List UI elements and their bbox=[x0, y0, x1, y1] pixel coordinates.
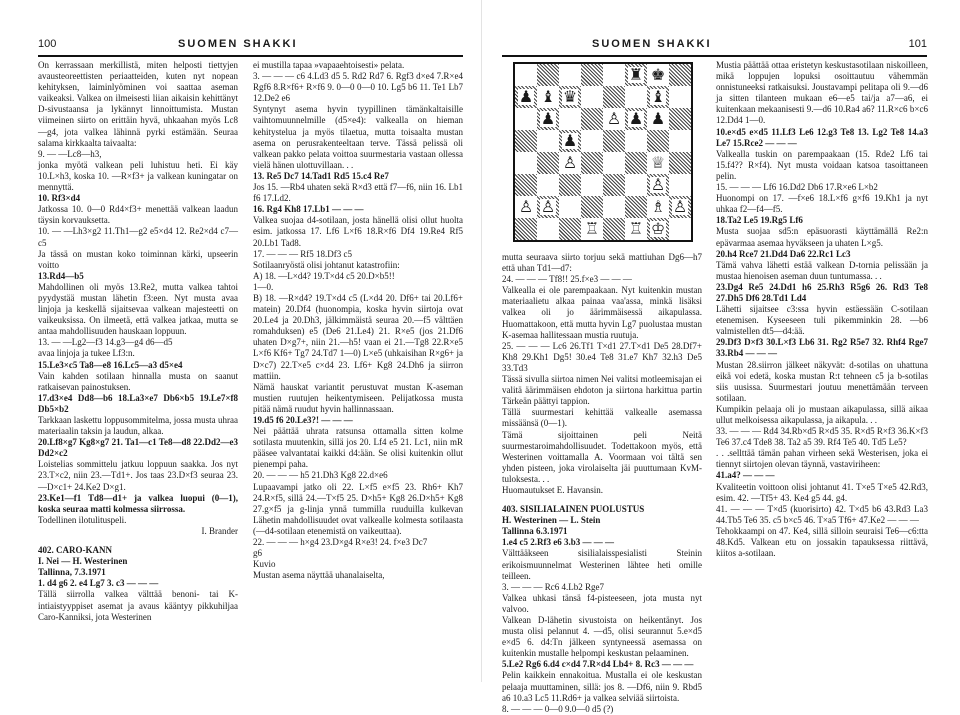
col1-paragraph: 17.d3×e4 Dd8—b6 18.La3×e7 Db6×b5 19.Le7×f8 Db5×b2 bbox=[38, 392, 238, 414]
col4-paragraph: Musta suojaa sd5:n epäsuorasti käyttämällä Re2:n epävarmaa asemaa hyväkseen ja uhaten L×g5. bbox=[716, 226, 928, 248]
col1-paragraph: 10. — —Lh3×g2 11.Th1—g2 e5×d4 12. Re2×d4 c7—c5 bbox=[38, 226, 238, 248]
chess-piece-icon: ♟ bbox=[628, 109, 644, 128]
board-square bbox=[603, 218, 625, 240]
col4-paragraph: Huonompi on 17. —f×e6 18.L×f6 g×f6 19.Kh1 ja nyt uhkaa f2—f4—f5. bbox=[716, 193, 928, 215]
col4-paragraph: 23.Dg4 Re5 24.Dd1 h6 25.Rh3 R5g6 26. Rd3 Te8 27.Dh5 Df6 28.Td1 Ld4 bbox=[716, 281, 928, 303]
col2-paragraph: ei mustilla tapaa »vapaaehtoisesti» pelata. bbox=[253, 60, 405, 70]
col3-paragraph: 8. — — — 0—0 9.0—0 d5 (?) bbox=[502, 703, 614, 714]
board-square bbox=[515, 108, 537, 130]
board-square bbox=[515, 218, 537, 240]
board-square bbox=[669, 196, 691, 218]
board-square bbox=[581, 108, 603, 130]
col4-paragraph: Kvaliteetin voittoon olisi johtanut 41. T×e5 T×e5 42.Rd3, esim. 42. —Tf5+ 43. Ke4 g5 44. g4. bbox=[716, 481, 928, 503]
board-square bbox=[515, 174, 537, 196]
col2-paragraph: Syntynyt asema hyvin tyypillinen tämänkaltaisille vaihtomuunnelmille (d5×e4): valkealla on hieman kehitystelua ja myös tilaetua, mutta toisaalta mustan asema on perusrakenteeltaan terve. Tässä pelissä oli valkean pakko pelata voittoa suurmestaria vastaan ollessa vielä hänen ulottuvillaan. . . bbox=[253, 104, 463, 170]
board-square bbox=[603, 196, 625, 218]
col3-paragraph: 3. — — — Rc6 4.Lb2 Rge7 bbox=[502, 581, 604, 592]
board-square bbox=[647, 64, 669, 86]
chess-piece-icon: ♕ bbox=[650, 153, 666, 172]
page-gutter bbox=[481, 0, 482, 682]
col2-paragraph: 13. Re5 Dc7 14.Tad1 Rd5 15.c4 Re7 bbox=[253, 170, 389, 181]
chess-piece-icon: ♛ bbox=[562, 87, 578, 106]
col2-paragraph: 20. — — — h5 21.Dh3 Kg8 22.d×e6 bbox=[253, 470, 388, 481]
col1-paragraph: 13.Rd4—b5 bbox=[38, 270, 84, 281]
col1-paragraph: avaa linjoja ja tukee Lf3:n. bbox=[38, 348, 135, 359]
col3-paragraph: 1.e4 c5 2.Rf3 e6 3.b3 — — — bbox=[502, 537, 614, 548]
chess-piece-icon: ♗ bbox=[650, 197, 666, 216]
board-square bbox=[537, 174, 559, 196]
chess-piece-icon: ♟ bbox=[562, 131, 578, 150]
col1-paragraph: 1. d4 g6 2. e4 Lg7 3. c3 — — — bbox=[38, 578, 159, 589]
board-square bbox=[603, 152, 625, 174]
col2-paragraph: B) 18. —R×d4? 19.T×d4 c5 (L×d4 20. Df6+ tai 20.Lf6+ matein) 20.Df4 (huonompia, koska hyvin siirtoja ovat 20.Le4 ja 20.Dh3, jälkimmäistä seuraa 20.—f5 välttäen romahduksen) e5 (De6 21.Le4) 21. R×e5 (jos 21.Df6 uhaten D×g7+, niin 21.—h5! vaan ei 21.—Tg8 22.R×e5 L×f6 Kf6+ Tg7 24.Td7 1—0) L×e5 (uhkaisihan R×g6+ ja D×c7) 22.T×e5 c×d4 23. Lf6+ Kg8 24.Dh6 ja siirron mattiin. bbox=[253, 292, 463, 381]
board-square bbox=[603, 130, 625, 152]
col3-paragraph: Valkean D-lähetin sivustoista on heikentänyt. Jos musta olisi pelannut 4. —d5, olisi seurannut 5.e×d5 e×d5 6. d4:Tn jälkeen syntyneessä asemassa on kuitenkin mustalle helpompi keskustan pelaaminen. bbox=[502, 615, 702, 659]
board-square bbox=[537, 152, 559, 174]
col3-paragraph: 403. SISILIALAINEN PUOLUSTUS bbox=[502, 504, 645, 515]
col1-paragraph: I. Nei — H. Westerinen bbox=[38, 556, 128, 567]
col2-paragraph: Nämä hauskat variantit perustuvat mustan K-aseman mustien ruutujen heikentymiseen. Pelijatkossa musta pitää nämä ruudut hyvin hallinnassaan. bbox=[253, 381, 463, 414]
col2-paragraph: 22. — — — h×g4 23.D×g4 R×e3! 24. f×e3 Dc7 bbox=[253, 537, 428, 548]
board-square bbox=[515, 130, 537, 152]
board-square bbox=[625, 218, 647, 240]
col3-paragraph: 5.Le2 Rg6 6.d4 c×d4 7.R×d4 Lb4+ 8. Rc3 — — — bbox=[502, 659, 694, 670]
board-square bbox=[581, 174, 603, 196]
col4-paragraph: 33. — — — Rd4 34.Rb×d5 R×d5 35. R×d5 R×f3 36.K×f3 Te6 37.c4 Tde8 38. Ta2 a5 39. Rf4 Te5 40. Td5 Le5? bbox=[716, 426, 928, 448]
col2-paragraph: 16. Rg4 Kh8 17.Lb1 — — — bbox=[253, 204, 364, 215]
col3-paragraph: H. Westerinen — L. Stein bbox=[502, 515, 601, 526]
board-square bbox=[669, 218, 691, 240]
col4-paragraph: Tehokkaampi on 47. Ke4, sillä silloin seuraisi Te6—c6:tta 48.Kd5. Valkean etu on jossakin tapauksessa riittävä, kiitos a-sotilaan. bbox=[716, 525, 928, 559]
board-square bbox=[647, 130, 669, 152]
col1-paragraph: Ja tässä on mustan koko toiminnan kärki, upseerin voitto bbox=[38, 248, 238, 270]
col2-paragraph: 19.d5 f6 20.Le3?! — — — bbox=[253, 415, 353, 425]
col2-paragraph: Valkea suojaa d4-sotilaan, josta hänellä olisi ollut huolta esim. jatkossa 17. Lf6 L×f6 18.R×f6 Df4 19.Re4 Rf5 20.Lb1 Tad8. bbox=[253, 215, 463, 248]
col4-paragraph: 41. — — — T×d5 (kuorisirto) 42. T×d5 b6 43.Rd3 La3 44.Tb5 Te6 35. c5 b×c5 46. T×a5 Tf6+ 47.Ke2 — — — bbox=[716, 503, 928, 525]
chess-piece-icon: ♟ bbox=[518, 87, 534, 106]
board-square bbox=[559, 108, 581, 130]
col2-paragraph: Kuvio bbox=[253, 559, 276, 570]
board-square bbox=[669, 64, 691, 86]
col1-paragraph: 10. Rf3×d4 bbox=[38, 193, 81, 204]
board-square bbox=[515, 196, 537, 218]
board-square bbox=[603, 174, 625, 196]
col3-paragraph: mutta seuraava siirto torjuu sekä mattiuhan Dg6—h7 että uhan Td1—d7: bbox=[502, 252, 702, 274]
board-square bbox=[559, 130, 581, 152]
chess-piece-icon: ♙ bbox=[650, 175, 666, 194]
col4-paragraph: 20.h4 Rce7 21.Dd4 Da6 22.Rc1 Lc3 bbox=[716, 248, 851, 259]
col1-paragraph: Jatkossa 10. 0—0 Rd4×f3+ menettää valkean laadun täysin korvauksetta. bbox=[38, 204, 238, 226]
chess-piece-icon: ♙ bbox=[606, 109, 622, 128]
board-square bbox=[581, 196, 603, 218]
board-square bbox=[537, 108, 559, 130]
board-square bbox=[669, 174, 691, 196]
board-square bbox=[559, 174, 581, 196]
col4-paragraph: Tämä vahva lähetti estää valkean D-tornia pelissään ja mustaa hienoisen aseman duun tuntumassa. . . bbox=[716, 259, 928, 281]
board-square bbox=[669, 86, 691, 108]
board-square bbox=[647, 196, 669, 218]
col1-paragraph: 402. CARO-KANN bbox=[38, 545, 112, 556]
col4-paragraph: Mustan 28.siirron jälkeet näkyvät: d-sotilas on uhattuna eikä voi edetä, koska mustan R:t tehneen c5 ja b-sotilas siis uusissa. Suurmestari joutuu menettämään terveen sotilaan. bbox=[716, 359, 928, 403]
page-number-right: 101 bbox=[908, 38, 927, 50]
col1-paragraph: Loistelias sommittelu jatkuu loppuun saakka. Jos nyt 23.T×c2, niin 23.—Td1+. Jos taas 23.D×f3 seuraa 23.—D×c1+ 24.Ke2 D×g1. bbox=[38, 459, 238, 492]
col1-paragraph: jonka myötä valkean peli luhistuu heti. Ei käy 10.L×h3, koska 10. —R×f3+ ja valkean kuningatar on mennyttä. bbox=[38, 159, 238, 193]
board-square bbox=[647, 152, 669, 174]
board-square bbox=[537, 86, 559, 108]
board-square bbox=[537, 130, 559, 152]
col1-paragraph: Vain kahden sotilaan hinnalla musta on saanut ratkaisevan painostuksen. bbox=[38, 370, 238, 392]
col1-paragraph: Tallinna, 7.3.1971 bbox=[38, 567, 106, 578]
col4-paragraph: Valkealla tuskin on parempaakaan (15. Rde2 Lf6 tai 15.f4?? R×f4). Nyt musta voidaan katsoa tasoittaneen pelin. bbox=[716, 148, 928, 181]
running-title-right: SUOMEN SHAKKI bbox=[592, 38, 712, 50]
board-square bbox=[581, 152, 603, 174]
board-square bbox=[581, 86, 603, 108]
col1-paragraph: 20.Lf8×g7 Kg8×g7 21. Ta1—c1 Te8—d8 22.Dd2—e3 Dd2×c2 bbox=[38, 437, 238, 459]
col2-paragraph: A) 18. —L×d4? 19.T×d4 c5 20.D×b5!! bbox=[253, 270, 395, 281]
col2-paragraph: Jos 15. —Rb4 uhaten sekä R×d3 että f7—f6, niin 16. Lb1 f6 17.Ld2. bbox=[253, 182, 463, 204]
chess-piece-icon: ♙ bbox=[518, 197, 534, 216]
col4-paragraph: 10.e×d5 e×d5 11.Lf3 Le6 12.g3 Te8 13. Lg2 Te8 14.a3 Le7 15.Rce2 — — — bbox=[716, 126, 928, 148]
col4-paragraph: 41.a4? — — — bbox=[716, 470, 775, 481]
header-rule-left bbox=[38, 55, 463, 57]
board-square bbox=[625, 108, 647, 130]
left-page-header bbox=[38, 38, 463, 54]
col3-paragraph: Tässä sivulla siirtoa nimen Nei valitsi motleemisajan ei valitä äärimmäisen ehdoton ja siirtona harkittua partin Tärkeän päättyi tappion. bbox=[502, 374, 702, 407]
col3-paragraph: Valkea uhkasi tänsä f4-pisteeseen, jota musta nyt valvoo. bbox=[502, 592, 702, 614]
board-square bbox=[625, 196, 647, 218]
col2-paragraph: Lupaavampi jatko oli 22. L×f5 e×f5 23. Rh6+ Kh7 24.R×f5, sillä 24.—T×f5 25. D×h5+ Kg8 26.D×h5+ Kg8 27.g×f5 ja g-linja ynnä tummilla ruuduilla kulkevan Lähetin mahdollisuudet ovat valkealle kolmesta sotilaasta (—d4-sotilaan etenemistä on vaikeuttaa). bbox=[253, 481, 463, 536]
col2-paragraph: Mustan asema näyttää uhanalaiselta, bbox=[253, 570, 385, 581]
board-square bbox=[559, 64, 581, 86]
header-rule-right bbox=[502, 55, 927, 57]
col2-paragraph: g6 bbox=[253, 548, 262, 559]
chess-piece-icon: ♚ bbox=[650, 65, 666, 84]
board-square bbox=[559, 196, 581, 218]
col3-paragraph: Tallinna 6.3.1971 bbox=[502, 526, 568, 537]
right-page-header bbox=[502, 38, 927, 54]
col2-paragraph: 3. — — — c6 4.Ld3 d5 5. Rd2 Rd7 6. Rgf3 d×e4 7.R×e4 Rgf6 8.R×f6+ R×f6 9. 0—0 0—0 10. Lg5 b6 11. Te1 Lb7 12.De2 e6 bbox=[253, 71, 463, 104]
board-square bbox=[515, 86, 537, 108]
col1-paragraph: 13. — —Lg2—f3 14.g3—g4 d6—d5 bbox=[38, 337, 173, 348]
board-square bbox=[625, 174, 647, 196]
col3-paragraph: Pelin kaikkein ennakoitua. Mustalla ei ole keskustan pelaaja muuttaminen, sillä: jos 8. —Df6, niin 9. Rbd5 a6 10.a3 Lc5 11.Rd6+ ja valkea selviää siirtoista. bbox=[502, 670, 702, 703]
chess-piece-icon: ♙ bbox=[562, 153, 578, 172]
board-square bbox=[625, 64, 647, 86]
chess-piece-icon: ♜ bbox=[628, 65, 644, 84]
col1-paragraph: Tarkkaan laskettu loppusommitelma, jossa musta uhraa materiaalin taksin ja laudun, alkaa. bbox=[38, 415, 238, 437]
board-square bbox=[625, 152, 647, 174]
board-square bbox=[603, 108, 625, 130]
col1-paragraph: 15.Le3×c5 Ta8—e8 16.Lc5—a3 d5×e4 bbox=[38, 359, 183, 370]
chess-piece-icon: ♟ bbox=[650, 109, 666, 128]
col3-paragraph: Tällä suurmestari kehittää valkealle asemassa missäänsä (0—1). bbox=[502, 407, 702, 429]
board-square bbox=[603, 86, 625, 108]
chess-piece-icon: ♔ bbox=[650, 219, 666, 238]
col4-paragraph: 15. — — — Lf6 16.Dd2 Db6 17.R×e6 L×b2 bbox=[716, 182, 878, 193]
column-2 bbox=[253, 60, 463, 581]
board-square bbox=[537, 196, 559, 218]
board-square bbox=[581, 130, 603, 152]
board-square bbox=[647, 174, 669, 196]
chess-piece-icon: ♝ bbox=[650, 87, 666, 106]
board-square bbox=[669, 108, 691, 130]
col1-paragraph: Mahdollinen oli myös 13.Re2, mutta valkea tahtoi pyydystää mustan lähetin f3:een. Nyt musta avaa linjoja ja keskellä sijaitsevaa valkean majesteetti on vaikeuksissa. On ilmeetä, että valkea jatkaa, mutta se antaa mahdollisuuden hauskaan loppuun. bbox=[38, 281, 238, 337]
col4-paragraph: . . .sellttää tämän pahan virheen sekä Westerisen, joka ei tiennyt siirtojen olevan täynnä, vastaviriheen: bbox=[716, 448, 928, 470]
board-square bbox=[669, 152, 691, 174]
column-1 bbox=[38, 60, 238, 623]
board-square bbox=[647, 218, 669, 240]
board-square bbox=[625, 86, 647, 108]
column-4 bbox=[716, 60, 928, 559]
page-number-left: 100 bbox=[38, 38, 57, 50]
col4-paragraph: Mustia päättää ottaa eristetyn keskustasotilaan niskoilleen, mikä loppujen lopuksi osoittautuu vähemmän onnistuneeksi ratkaisuksi. Joustavampi pelitapa oli 9.—d6 ja sitten tilanteen mukaan e6—e5 tai/ja a7—a6, ei kuitenkaan mekaanisesti 9.—d6 10.Ra4 a6? 11.R×c6 b×c6 12.Dd4 1—0. bbox=[716, 60, 928, 126]
chess-piece-icon: ♖ bbox=[628, 219, 644, 238]
chess-diagram bbox=[513, 62, 693, 242]
col3-paragraph: Välttääkseen sisilialaisspesialisti Steinin erikoismuunnelmat Westerinen lähtee heti omille teilleen. bbox=[502, 548, 702, 581]
board-square bbox=[647, 86, 669, 108]
board-square bbox=[537, 218, 559, 240]
col1-paragraph: Tällä siirrolla valkea välttää benoni- tai K-intiaistyyppiset asemat ja avaus kääntyy pikkuhiljaa Caro-Kanniksi, jota Westerinen bbox=[38, 589, 238, 622]
board-square bbox=[625, 130, 647, 152]
col4-paragraph: 29.Df3 D×f3 30.L×f3 Lb6 31. Rg2 R5e7 32. Rhf4 Rge7 33.Rb4 — — — bbox=[716, 337, 928, 359]
board-square bbox=[669, 130, 691, 152]
chess-piece-icon: ♙ bbox=[672, 197, 688, 216]
chess-piece-icon: ♙ bbox=[540, 197, 556, 216]
chess-piece-icon: ♟ bbox=[540, 109, 556, 128]
board-square bbox=[647, 108, 669, 130]
col3-paragraph: Tämä sijoittainen peli Neitä suurmestaroimahdollisuudet. Todettakoon myös, että Westerinen voittamalla A. Voormaan voi tältä sen yhden pisteen, joka virolaiselta jäi puuttumaan KvM-tuloksesta. . . bbox=[502, 429, 702, 484]
chess-piece-icon: ♝ bbox=[540, 87, 556, 106]
board-square bbox=[559, 218, 581, 240]
board-square bbox=[581, 218, 603, 240]
board-square bbox=[515, 152, 537, 174]
column-3 bbox=[502, 252, 702, 715]
board-square bbox=[559, 152, 581, 174]
col2-paragraph: 17. — — — Rf5 18.Df3 c5 bbox=[253, 248, 352, 259]
chess-piece-icon: ♖ bbox=[584, 219, 600, 238]
col2-paragraph: Sotilaanryöstä olisi johtanut katastrofiin: bbox=[253, 259, 400, 270]
board-square bbox=[603, 64, 625, 86]
col3-paragraph: 24. — — — Tf8!! 25.f×e3 — — — bbox=[502, 274, 632, 285]
col1-paragraph: On kerrassaan merkillistä, miten helposti tiettyjen avausteoreettisten periaatteiden, kuten nyt nopean kehityksen, laiminlyöminen voi saattaa aseman vaikeaksi. Valkea on ilmeisesti liian aikaisin kehittänyt D-sivustaansa ja lykännyt linnoittumista. Mustan viimeinen siirto on erittäin hyvä, uhkaahan myös Lc8—g4, jota valkea lähinnä pyrki estämään. Seuraa salama kirkkaalta taivaalta: bbox=[38, 60, 238, 148]
col4-paragraph: Lähetti sijaitsee c3:ssa hyvin estäessään C-sotilaan etenemisen. Kyseeseen tuli pikemminkin 28. —b6 valmistellen dt5—d4:ää. bbox=[716, 304, 928, 337]
board-square bbox=[559, 86, 581, 108]
col2-paragraph: 1—0. bbox=[253, 281, 274, 292]
col2-paragraph: Nei päättää uhrata ratsunsa ottamalla sitten kolme sotilasta muutenkin, sillä jos 20. Lf4 e5 21. Lc1, niin mR pääsee valvantatai kaikki d4:ään. Se olisi kuitenkin ollut pienempi paha. bbox=[253, 426, 463, 470]
col1-paragraph: Todellinen ilotulituspeli. bbox=[38, 514, 127, 525]
board-square bbox=[515, 64, 537, 86]
col1-paragraph: 9. — —Lc8—h3, bbox=[38, 148, 102, 159]
col4-paragraph: Kumpikin pelaaja oli jo mustaan aikapulassa, sillä aikaa ullut melkoisessa aikapulassa, ja aikapula. . . bbox=[716, 403, 928, 425]
board-square bbox=[581, 64, 603, 86]
running-title-left: SUOMEN SHAKKI bbox=[178, 38, 298, 50]
col3-paragraph: 25. — — — Lc6 26.Tf1 T×d1 27.T×d1 De5 28.Df7+ Kh8 29.Kh1 Dg5! 30.e4 Te8 31.e7 Kh7 32.h3 De5 33.Td3 bbox=[502, 340, 702, 373]
col3-paragraph: Huomautukset E. Havansin. bbox=[502, 484, 603, 495]
col3-paragraph: Valkealla ei ole parempaakaan. Nyt kuitenkin mustan materiaalietu alkaa painaa vaa'assa, minkä lisäksi valkea oli jo äärimmäisessä aikapulassa. Huomattakoon, että mutta hyvin Lg7 puolustaa mustan K-asemaa hallitessaan mustia ruutuja. bbox=[502, 285, 702, 340]
col1-paragraph: I. Brander bbox=[201, 525, 238, 536]
col1-paragraph: 23.Ke1—f1 Td8—d1+ ja valkea luopui (0—1), koska seuraa matti kolmessa siirrossa. bbox=[38, 492, 238, 514]
board-square bbox=[537, 64, 559, 86]
col4-paragraph: 18.Ta2 Le5 19.Rg5 Lf6 bbox=[716, 215, 803, 226]
